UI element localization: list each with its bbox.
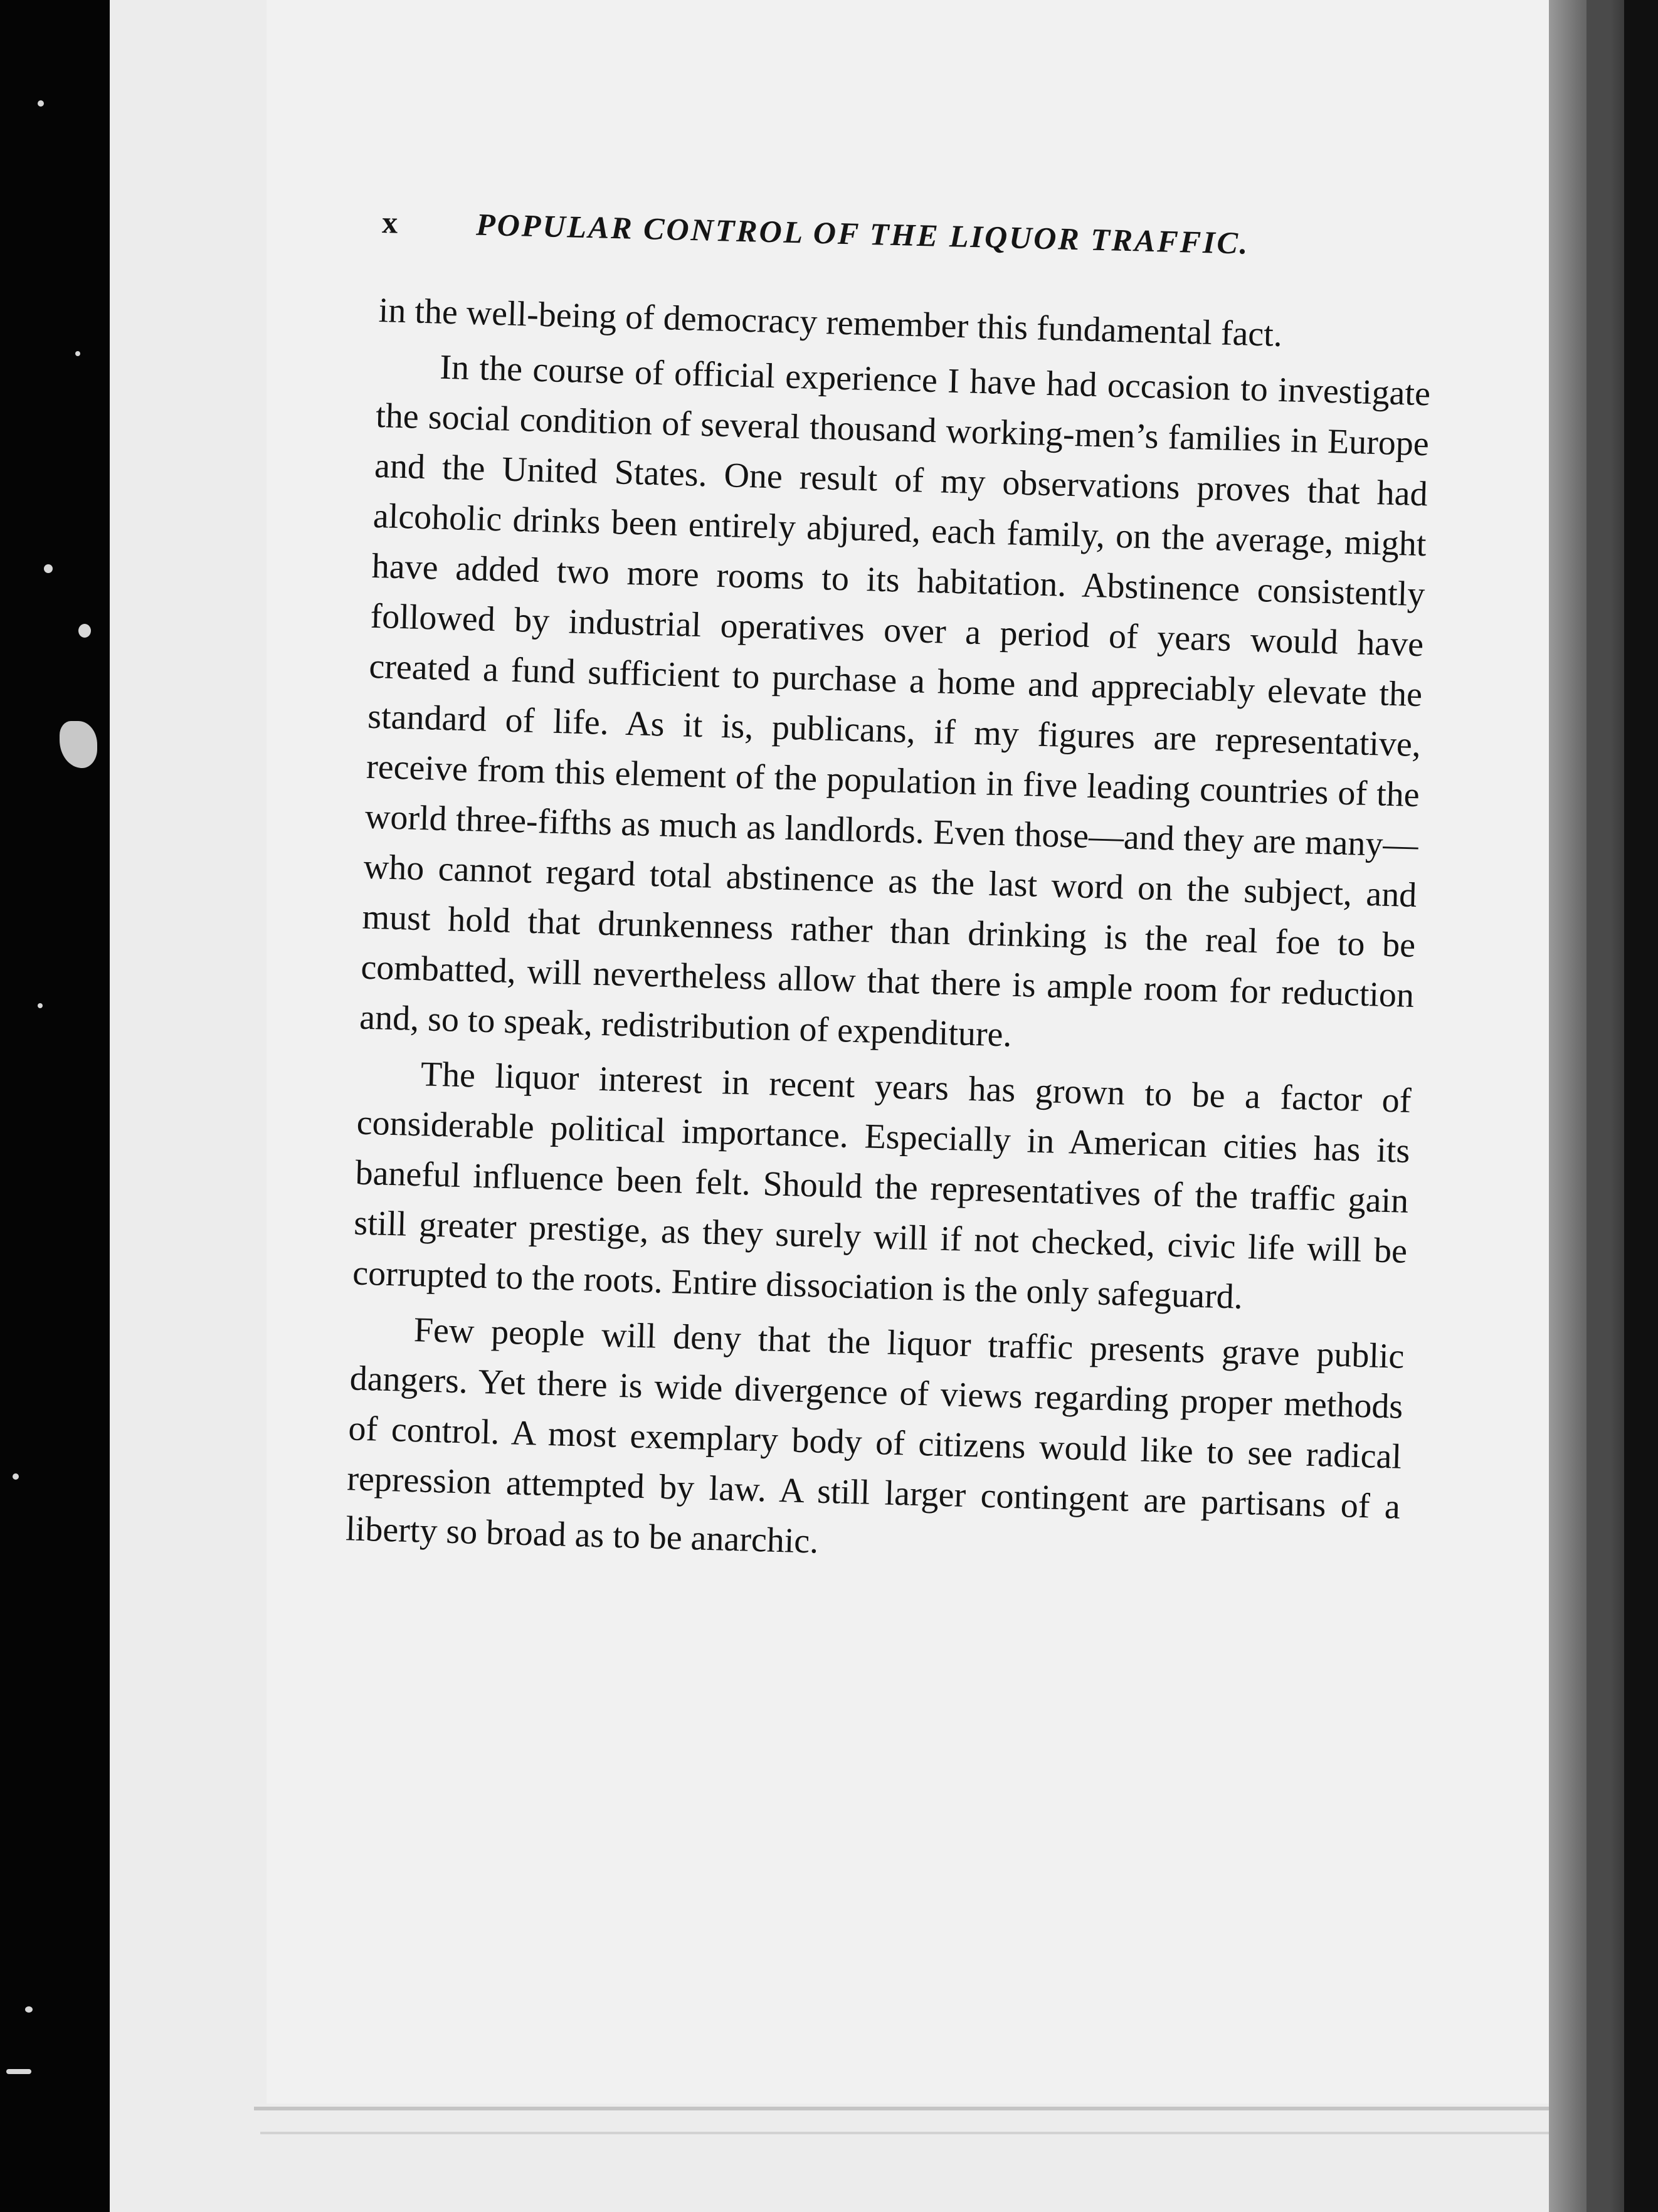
page-number: x (381, 204, 398, 240)
scan-speck (6, 2069, 31, 2074)
scan-speck (44, 564, 53, 573)
scan-speck (25, 2006, 33, 2013)
body-text (345, 285, 1432, 1588)
scan-left-margin (0, 0, 110, 2212)
scan-speck (78, 624, 91, 638)
scan-speck (38, 1003, 43, 1008)
scan-speck (75, 351, 80, 356)
next-page-edge (1587, 0, 1612, 2212)
paragraph: The liquor interest in recent years has grown to be a factor of considerable political importance. Especially in American cities has its baneful influence been felt. Should the representatives of the traffic gain still greater prestige, as they surely will if not checked, civic life will be corrupted to the roots. Entire dissociation is the only safeguard. (352, 1055, 1412, 1317)
scan-speck (13, 1473, 19, 1480)
scan-speck (38, 100, 44, 107)
page-bottom-edge (260, 2132, 1583, 2134)
running-title: POPULAR CONTROL OF THE LIQUOR TRAFFIC. (475, 206, 1250, 261)
paragraph: in the well-being of democracy remember this fundamental fact. (378, 290, 1283, 354)
scan-right-margin (1624, 0, 1658, 2212)
paragraph: Few people will deny that the liquor traffic presents grave public dangers. Yet there is wide divergence of views regarding proper methods of control. A most exemplary body of citizens would like to see radical repression attempted by law. A still larger contingent are partisans of a liberty so broad as to be anarchic. (345, 1310, 1405, 1561)
paragraph: In the course of official experience I have had occasion to investigate the social condition of several thousand working-men’s families in Europe and the United States. One result of my observations proves that had alcoholic drinks been entirely abjured, each family, on the average, might have added two more rooms to its habitation. Abstinence consistently followed by industrial operatives over a period of years would have created a fund sufficient to purchase a home and appreciably elevate the standard of life. As it is, publicans, if my figures are representative, receive from this element of the population in five leading countries of the world three-fifths as much as landlords. Even those—and they are many—who cannot regard total abstinence as the last word on the subject, and must hold that drunkenness rather than drinking is the real foe to be combatted, will nevertheless allow that there is ample room for reduction and, so to speak, redistribution of expenditure. (359, 347, 1431, 1055)
scan-speck (60, 721, 97, 768)
page-bottom-edge (254, 2107, 1596, 2110)
